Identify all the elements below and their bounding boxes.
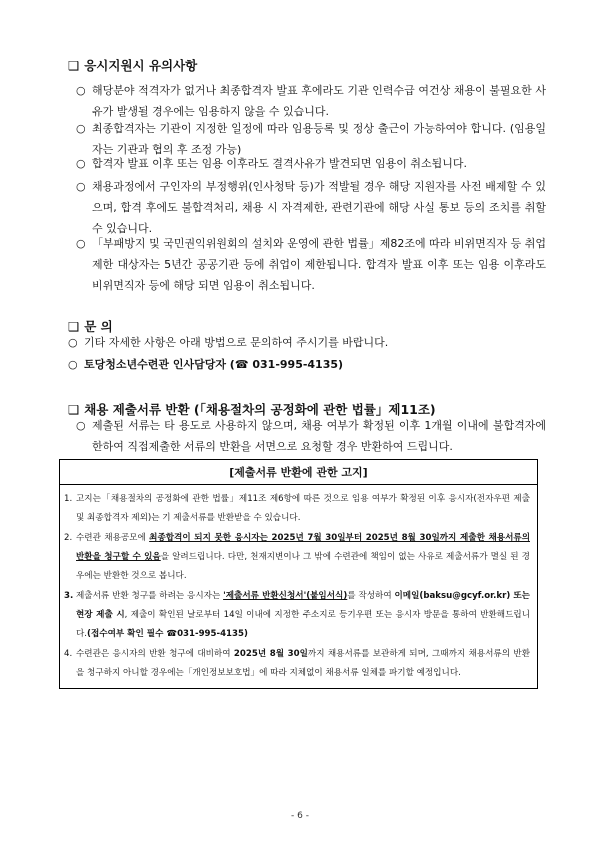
square-bullet-icon: ❑ (68, 58, 80, 73)
notice-number: 3. (64, 591, 74, 601)
notice-item-4 (64, 645, 530, 683)
notice-item-3 (64, 587, 530, 644)
notice-box-divider (60, 484, 537, 485)
notice-text (76, 529, 530, 586)
circle-bullet-icon: ○ (76, 122, 86, 135)
notice-emphasis: 최종합격이 되지 못한 응시자는 2025년 7월 30일부터 2025년 8월 30일까지 제출한 채용서류의 반환을 청구할 수 있음 (76, 533, 530, 562)
notice-number: 2. (64, 533, 73, 543)
list-item-text: 최종합격자는 기관이 지정한 일정에 따라 임용등록 및 정상 출근이 가능하여야 합니다. (임용일자는 기관과 협의 후 조정 가능) (92, 122, 546, 156)
notice-text-part: 을 알려드립니다. 다만, 천재지변이나 그 밖에 수련관에 책임이 없는 사유로 제출서류가 멸실 된 경우에는 반환한 것으로 봅니다. (76, 552, 530, 581)
list-item-text: 제출된 서류는 타 용도로 사용하지 않으며, 채용 여부가 확정된 이후 1개월 이내에 불합격자에 한하여 직접제출한 서류의 반환을 서면으로 요청할 경우 반환하여 드립니다. (92, 419, 546, 453)
list-item (76, 80, 546, 122)
notice-number: 4. (64, 649, 73, 659)
square-bullet-icon: ❑ (68, 402, 80, 417)
notice-text: 고지는「채용절차의 공정화에 관한 법률」제11조 제6항에 따른 것으로 임용 여부가 확정된 이후 응시자(전자우편 제출 및 최종합격자 제외)는 기 제출서류를 반환받을 수 있습니다. (76, 494, 530, 523)
notice-text-part: , 제출이 확인된 날로부터 14일 이내에 지정한 주소지로 등기우편 또는 응시자 방문을 통하여 반환해드립니다. (76, 610, 530, 639)
square-bullet-icon: ❑ (68, 319, 80, 334)
list-item-text: 채용과정에서 구인자의 부정행위(인사청탁 등)가 적발될 경우 해당 지원자를 사전 배제할 수 있으며, 합격 후에도 불합격처리, 채용 시 자격제한, 관련기관에 해당 사실 통보 등의 조치를 취할 수 있습니다. (92, 180, 546, 235)
section-title-text: 응시지원시 유의사항 (84, 58, 198, 73)
circle-bullet-icon: ○ (76, 180, 86, 193)
section-title-text: 채용 제출서류 반환 (「채용절차의 공정화에 관한 법률」제11조) (84, 402, 436, 417)
notice-text-part: 까지 채용서류를 보관하게 되며, 그때까지 채용서류의 반환을 청구하지 아니할 경우에는「개인정보보호법」에 따라 지체없이 채용서류 일체를 파기할 예정입니다. (76, 649, 530, 678)
contact-item (68, 354, 538, 375)
circle-bullet-icon: ○ (68, 358, 78, 371)
list-item-text: 기타 자세한 사항은 아래 방법으로 문의하여 주시기를 바랍니다. (84, 336, 389, 349)
contact-text: 토당청소년수련관 인사담당자 (☎ 031-995-4135) (84, 358, 344, 371)
notice-box-title: [제출서류 반환에 관한 고지] (229, 466, 368, 479)
notice-emphasis: 2025년 8월 30일 (233, 649, 308, 659)
notice-item-1 (64, 490, 530, 528)
notice-text-part: 를 작성하여 (347, 591, 395, 601)
circle-bullet-icon: ○ (76, 157, 86, 170)
circle-bullet-icon: ○ (76, 237, 86, 250)
notice-item-2 (64, 529, 530, 586)
list-item (76, 176, 546, 239)
list-item (76, 415, 546, 457)
notice-text-part: 제출서류 반환 청구를 하려는 응시자는 (76, 591, 224, 601)
notice-text (76, 645, 530, 683)
notice-text (76, 587, 530, 644)
section-title-precautions (68, 56, 197, 74)
list-item (76, 233, 546, 296)
notice-text-part: 수련관은 응시자의 반환 청구에 대비하여 (76, 649, 234, 659)
circle-bullet-icon: ○ (76, 84, 86, 97)
notice-text-part: 수련관 채용공모에 (76, 533, 150, 543)
page-number: - 6 - (291, 811, 309, 821)
list-item (76, 153, 546, 174)
notice-emphasis: (접수여부 확인 필수 ☎031-995-4135) (87, 629, 248, 639)
list-item-text: 「부패방지 및 국민권익위원회의 설치와 운영에 관한 법률」제82조에 따라 비위면직자 등 취업제한 대상자는 5년간 공공기관 등에 취업이 제한됩니다. 합격자 발표 이후 또는 임용 이후라도 비위면직자 등에 해당 되면 임용이 취소됩니다. (92, 237, 546, 292)
circle-bullet-icon: ○ (68, 336, 78, 349)
circle-bullet-icon: ○ (76, 419, 86, 432)
list-item (68, 332, 538, 353)
list-item-text: 해당분야 적격자가 없거나 최종합격자 발표 후에라도 기관 인력수급 여건상 채용이 불필요한 사유가 발생될 경우에는 임용하지 않을 수 있습니다. (92, 84, 546, 118)
notice-number: 1. (64, 494, 73, 504)
list-item-text: 합격자 발표 이후 또는 임용 이후라도 결격사유가 발견되면 임용이 취소됩니다. (92, 157, 467, 170)
section-title-text: 문 의 (84, 319, 113, 334)
notice-box (59, 459, 538, 689)
notice-emphasis: 이메일(baksu@gcyf.or.kr) 또는 현장 제출 시 (76, 591, 530, 620)
notice-emphasis: '제출서류 반환신청서'(붙임서식) (223, 591, 348, 601)
